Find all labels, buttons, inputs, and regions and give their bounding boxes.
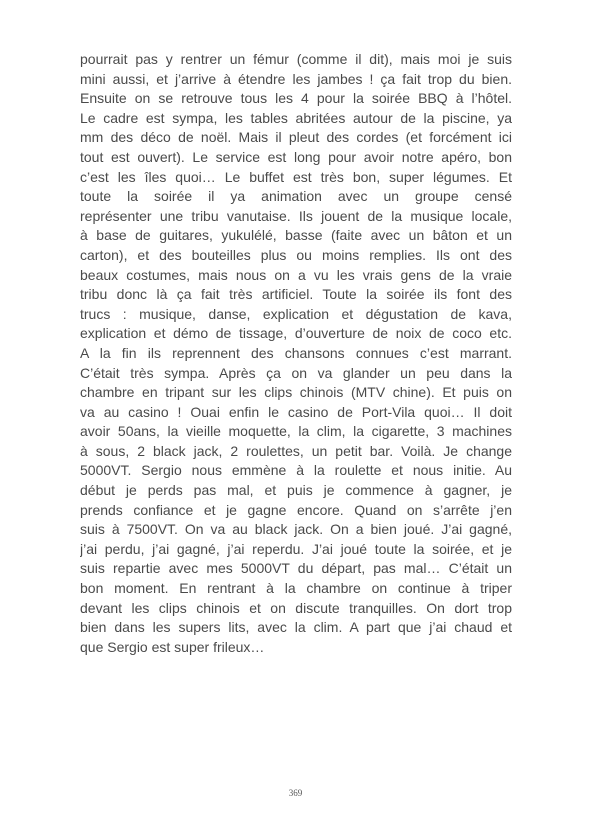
page-number: 369 <box>288 788 303 798</box>
text-line: représenter une tribu vanutaise. Ils jouent de la musique locale, <box>80 207 512 224</box>
text-line: va au casino ! Ouai enfin le casino de Port-Vila quoi… Il doit <box>80 403 512 420</box>
text-line: j’ai perdu, j’ai gagné, j’ai reperdu. J’ai joué toute la soirée, et je <box>80 540 512 557</box>
text-line: chambre en tripant sur les clips chinois (MTV chine). Et puis on <box>80 384 512 401</box>
text-line: explication et démo de tissage, d’ouverture de noix de coco etc. <box>80 325 512 342</box>
text-line: Ensuite on se retrouve tous les 4 pour la soirée BBQ à l’hôtel. <box>80 90 512 107</box>
text-line: trucs : musique, danse, explication et dégustation de kava, <box>80 305 512 322</box>
text-line: A la fin ils reprennent des chansons connues c’est marrant. <box>80 344 512 361</box>
text-line: toute la soirée il ya animation avec un groupe censé <box>80 188 512 205</box>
text-line: avoir 50ans, la vieille moquette, la clim, la cigarette, 3 machines <box>80 423 512 440</box>
text-line: Le cadre est sympa, les tables abritées autour de la piscine, ya <box>80 109 512 126</box>
text-line: pourrait pas y rentrer un fémur (comme il dit), mais moi je suis <box>80 51 512 67</box>
text-line: beaux costumes, mais nous on a vu les vrais gens de la vraie <box>80 266 512 283</box>
body-paragraph <box>80 50 512 657</box>
text-line: carton), et des bouteilles plus ou moins remplies. Ils ont des <box>80 246 512 263</box>
text-line: c’est les îles quoi… Le buffet est très bon, super légumes. Et <box>80 168 512 185</box>
text-line: tout est ouvert). Le service est long pour avoir notre apéro, bon <box>80 148 512 165</box>
text-line: tribu donc là ça fait très artificiel. Toute la soirée ils font des <box>80 286 512 303</box>
text-line: suis à 7500VT. On va au black jack. On a bien joué. J’ai gagné, <box>80 521 512 538</box>
text-line: prends confiance et je gagne encore. Quand on s’arrête j’en <box>80 501 512 518</box>
text-line: début je perds pas mal, et puis je commence à gagner, je <box>80 482 512 499</box>
text-line: mini aussi, et j’arrive à étendre les jambes ! ça fait trop du bien. <box>80 70 512 87</box>
text-line: devant les clips chinois et on discute tranquilles. On dort trop <box>80 599 512 616</box>
text-line: mm des déco de noël. Mais il pleut des cordes (et forcément ici <box>80 129 512 146</box>
text-line: C’était très sympa. Après ça on va glander un peu dans la <box>80 364 512 381</box>
text-line: à sous, 2 black jack, 2 roulettes, un petit bar. Voilà. Je change <box>80 442 512 459</box>
text-line: à base de guitares, yukulélé, basse (faite avec un bâton et un <box>80 227 512 244</box>
text-line: bien dans les supers lits, avec la clim. A part que j’ai chaud et <box>80 619 512 636</box>
text-line: suis repartie avec mes 5000VT du départ, pas mal… C’était un <box>80 560 512 577</box>
text-line: que Sergio est super frileux… <box>80 638 265 655</box>
text-line: 5000VT. Sergio nous emmène à la roulette et nous initie. Au <box>80 462 512 479</box>
text-line: bon moment. En rentrant à la chambre on continue à triper <box>80 580 512 597</box>
